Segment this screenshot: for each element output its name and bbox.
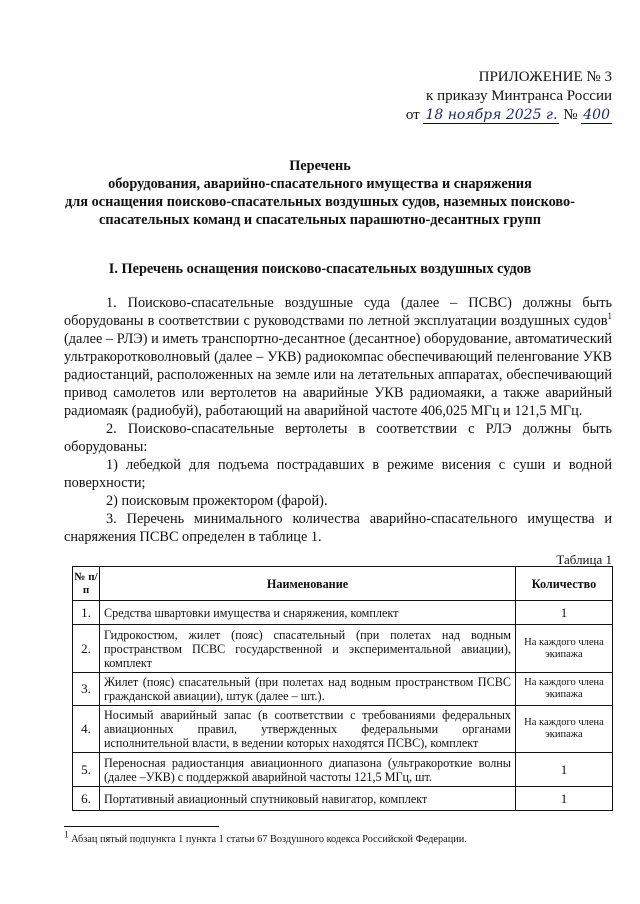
list-item-1: 1) лебедкой для подъема пострадавших в режиме висения с суши и водной поверхности; [64,457,612,491]
appendix-title: ПРИЛОЖЕНИЕ № 3 [478,69,612,85]
table-header-row [73,567,613,601]
appendix-header [392,68,612,125]
table-caption: Таблица 1 [556,552,612,567]
body-text [64,294,612,546]
title-line-1: Перечень [289,158,351,174]
row-qty: 1 [516,787,613,811]
title-line-2: оборудования, аварийно-спасательного имущества и снаряжения [108,176,532,192]
paragraph-2: 2. Поисково-спасательные вертолеты в соответствии с РЛЭ должны быть оборудованы: [64,421,612,455]
header-num: № п/п [73,567,100,601]
appendix-order-ref: к приказу Минтранса России [426,88,612,104]
row-num: 2. [73,625,100,673]
footnote [64,829,467,845]
number-prefix: № [563,107,578,123]
footnote-text: Абзац пятый подпункта 1 пункта 1 статьи 67 Воздушного кодекса Российской Федерации. [68,834,467,845]
header-name: Наименование [100,567,516,601]
paragraph-3: 3. Перечень минимального количества аварийно-спасательного имущества и снаряжения ПСВС определен в таблице 1. [64,511,612,545]
paragraph-1-part-b: (далее – РЛЭ) и иметь транспортно-десантное (десантное) оборудование, автоматический ультракоротковолновый (далее – УКВ) радиокомпас обеспечивающий пеленгование УКВ радиостанций, расположенных на земле или на летательных аппаратах, обеспечивающий привод самолетов или вертолетов на аварийные УКВ радиомаяки, а также аварийный радиомаяк (радиобуй), работающий на аварийной частоте 406,025 МГц и 121,5 МГц. [64,331,612,419]
handwritten-date: 18 ноября 2025 г. [425,107,558,123]
row-name: Гидрокостюм, жилет (пояс) спасательный (при полетах над водным пространством ПСВС государственной и экспериментальной авиации), комплект [100,625,516,673]
list-item-2: 2) поисковым прожектором (фарой). [106,493,328,509]
paragraph-1-part-a: 1. Поисково-спасательные воздушные суда (далее – ПСВС) должны быть оборудованы в соответствии с руководствами по летной эксплуатации воздушных судов [64,295,612,329]
footnote-divider [64,826,219,827]
section-title: I. Перечень оснащения поисково-спасательных воздушных судов [108,261,532,277]
table-row [73,706,613,753]
table-row [73,787,613,811]
table-row [73,753,613,787]
row-num: 1. [73,601,100,625]
row-qty: На каждого члена экипажа [516,673,613,706]
row-name: Средства швартовки имущества и снаряжения, комплект [100,601,516,625]
row-qty: 1 [516,601,613,625]
title-line-3: для оснащения поисково-спасательных воздушных судов, наземных поисково- [65,194,575,210]
row-name: Жилет (пояс) спасательный (при полетах над водным пространством ПСВС гражданской авиации), штук (далее – шт.). [100,673,516,706]
row-num: 5. [73,753,100,787]
table-row [73,625,613,673]
footnote-mark: 1 [64,829,69,840]
row-qty: 1 [516,753,613,787]
row-name: Носимый аварийный запас (в соответствии с требованиями федеральных авиационных правил, утвержденных федеральными органами исполнительной власти, в ведении которых находятся ПСВС), комплект [100,706,516,753]
date-prefix: от [405,107,420,123]
footnote-ref: 1 [607,311,612,322]
header-qty: Количество [516,567,613,601]
document-title [40,157,600,229]
row-num: 4. [73,706,100,753]
row-num: 3. [73,673,100,706]
handwritten-number: 400 [583,107,610,123]
row-name: Переносная радиостанция авиационного диапазона (ультракороткие волны (далее –УКВ) с поддержкой аварийной частоты 121,5 МГц, шт. [100,753,516,787]
table-row [73,601,613,625]
row-name: Портативный авиационный спутниковый навигатор, комплект [100,787,516,811]
title-line-4: спасательных команд и спасательных парашютно-десантных групп [99,212,541,228]
table-row [73,673,613,706]
appendix-date-line [392,106,612,125]
row-qty: На каждого члена экипажа [516,625,613,673]
row-num: 6. [73,787,100,811]
row-qty: На каждого члена экипажа [516,706,613,753]
paragraph-1 [64,294,612,420]
equipment-table [72,566,613,811]
